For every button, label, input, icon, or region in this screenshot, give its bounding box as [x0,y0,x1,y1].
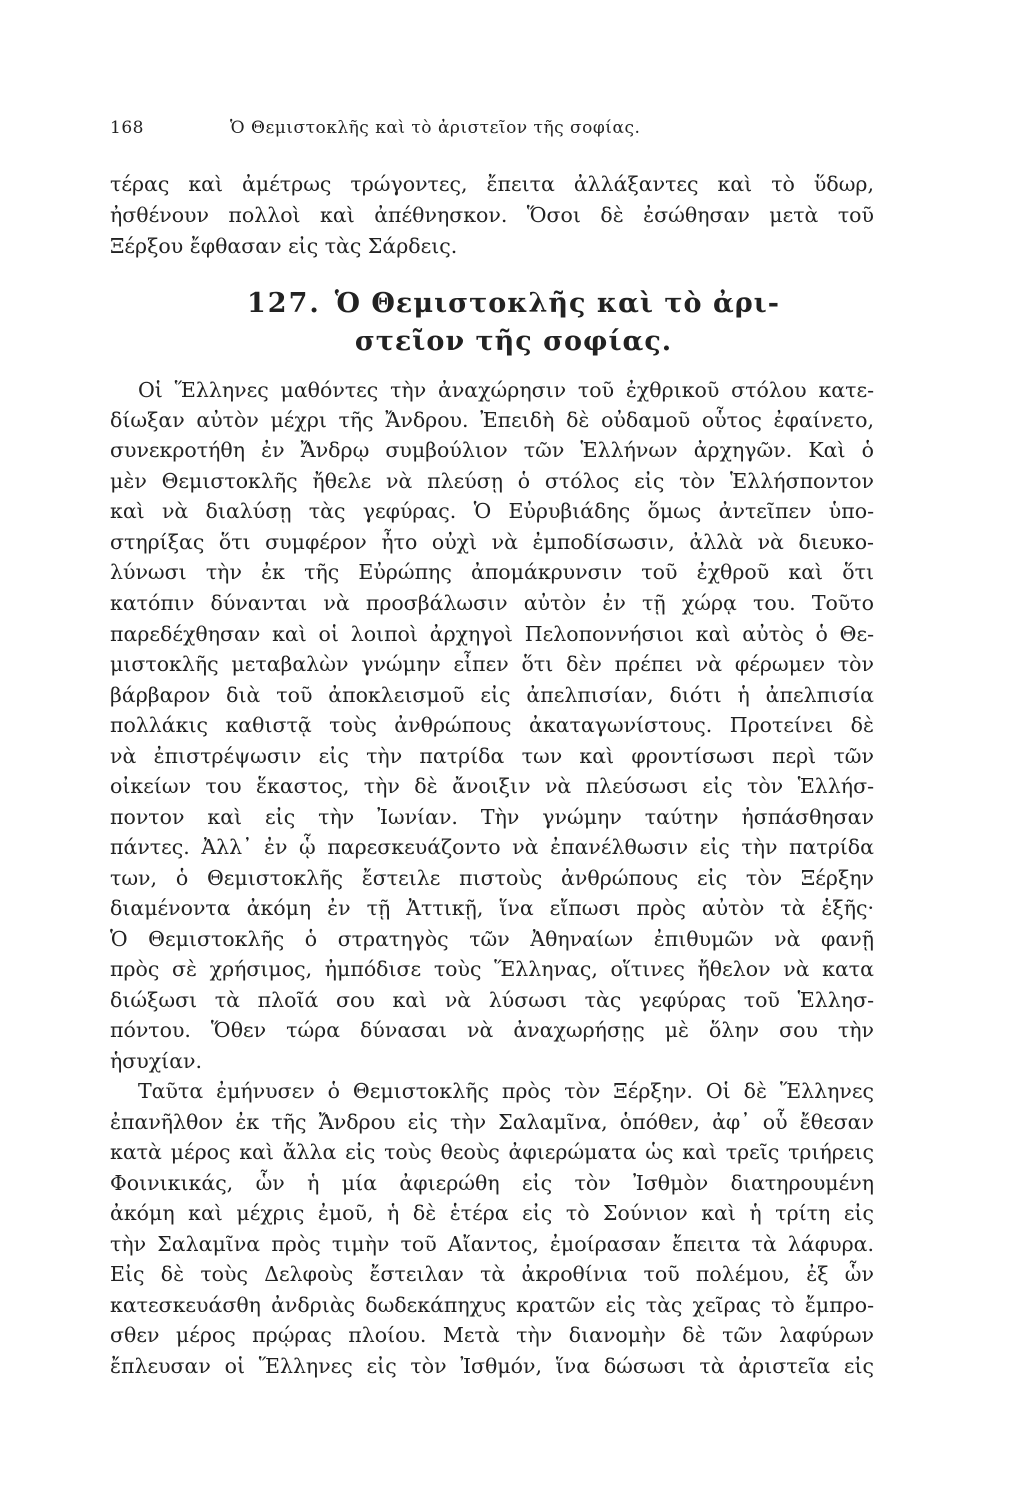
text-line: στηρίξας ὅτι συμφέρον ἦτο οὐχὶ νὰ ἐμποδίσωσιν, ἀλλὰ νὰ διευκο- [110,530,874,554]
text-line: ἐπανῆλθον ἐκ τῆς Ἄνδρου εἰς τὴν Σαλαμῖνα, ὁπόθεν, ἀφ᾽ οὗ ἔθεσαν [110,1110,874,1134]
text-line: πάντες. Ἀλλ᾽ ἐν ᾧ παρεσκευάζοντο νὰ ἐπανέλθωσιν εἰς τὴν πατρίδα [110,835,874,859]
text-line: λύνωσι τὴν ἐκ τῆς Εὐρώπης ἀπομάκρυνσιν τοῦ ἐχθροῦ καὶ ὅτι [110,560,874,584]
text-line: καὶ νὰ διαλύσῃ τὰς γεφύρας. Ὁ Εὐρυβιάδης ὅμως ἀντεῖπεν ὑπο- [110,499,874,523]
text-line: πρὸς σὲ χρήσιμος, ἠμπόδισε τοὺς Ἕλληνας, οἵτινες ἤθελον νὰ κατα [110,957,874,981]
section-title-line-1: Ὁ Θεμιστοκλῆς καὶ τὸ ἀρι- [334,288,780,319]
text-line: πολλάκις καθιστᾷ τοὺς ἀνθρώπους ἀκαταγωνίστους. Προτείνει δὲ [110,713,874,737]
section-title-continued [0,326,1027,357]
text-line: κατὰ μέρος καὶ ἄλλα εἰς τοὺς θεοὺς ἀφιερώματα ὡς καὶ τρεῖς τριήρεις [110,1140,874,1164]
section-number: 127. [247,288,321,319]
text-line: Ὁ Θεμιστοκλῆς ὁ στρατηγὸς τῶν Ἀθηναίων ἐπιθυμῶν νὰ φανῇ [110,927,874,951]
text-line: των, ὁ Θεμιστοκλῆς ἔστειλε πιστοὺς ἀνθρώπους εἰς τὸν Ξέρξην [110,866,874,890]
text-line: Οἱ Ἕλληνες μαθόντες τὴν ἀναχώρησιν τοῦ ἐχθρικοῦ στόλου κατε- [138,378,874,402]
text-line: πόντου. Ὅθεν τώρα δύνασαι νὰ ἀναχωρήσῃς μὲ ὅλην σου τὴν [110,1018,874,1042]
text-line: διαμένοντα ἀκόμη ἐν τῇ Ἀττικῇ, ἵνα εἴπωσι πρὸς αὐτὸν τὰ ἑξῆς· [110,896,874,920]
text-line: δίωξαν αὐτὸν μέχρι τῆς Ἄνδρου. Ἐπειδὴ δὲ οὐδαμοῦ οὗτος ἐφαίνετο, [110,408,874,432]
text-line: κατεσκευάσθη ἀνδριὰς δωδεκάπηχυς κρατῶν εἰς τὰς χεῖρας τὸ ἔμπρο- [110,1293,874,1317]
text-line: ἠσθένουν πολλοὶ καὶ ἀπέθνησκον. Ὅσοι δὲ ἐσώθησαν μετὰ τοῦ [110,203,874,227]
text-line: Ταῦτα ἐμήνυσεν ὁ Θεμιστοκλῆς πρὸς τὸν Ξέρξην. Οἱ δὲ Ἕλληνες [138,1079,874,1103]
text-line: κατόπιν δύνανται νὰ προσβάλωσιν αὐτὸν ἐν τῇ χώρᾳ του. Τοῦτο [110,591,874,615]
text-line: βάρβαρον διὰ τοῦ ἀποκλεισμοῦ εἰς ἀπελπισίαν, διότι ἡ ἀπελπισία [110,683,874,707]
text-line: παρεδέχθησαν καὶ οἱ λοιποὶ ἀρχηγοὶ Πελοποννήσιοι καὶ αὐτὸς ὁ Θε- [110,622,874,646]
page-number: 168 [110,118,144,138]
page-header [110,118,910,138]
text-line: οἰκείων του ἕκαστος, τὴν δὲ ἄνοιξιν νὰ πλεύσωσι εἰς τὸν Ἑλλήσ- [110,774,874,798]
text-line: ἀκόμη καὶ μέχρις ἐμοῦ, ἡ δὲ ἑτέρα εἰς τὸ Σούνιον καὶ ἡ τρίτη εἰς [110,1201,874,1225]
text-line: Ξέρξου ἔφθασαν εἰς τὰς Σάρδεις. [110,234,458,258]
text-line: σθεν μέρος πρῴρας πλοίου. Μετὰ τὴν διανομὴν δὲ τῶν λαφύρων [110,1323,874,1347]
text-line: ἔπλευσαν οἱ Ἕλληνες εἰς τὸν Ἰσθμόν, ἵνα δώσωσι τὰ ἀριστεῖα εἰς [110,1354,874,1378]
text-line: διώξωσι τὰ πλοῖά σου καὶ νὰ λύσωσι τὰς γεφύρας τοῦ Ἑλλησ- [110,988,874,1012]
text-line: τέρας καὶ ἀμέτρως τρώγοντες, ἔπειτα ἀλλάξαντες καὶ τὸ ὕδωρ, [110,172,874,196]
section-title [0,288,1027,319]
text-line: Εἰς δὲ τοὺς Δελφοὺς ἔστειλαν τὰ ἀκροθίνια τοῦ πολέμου, ἐξ ὧν [110,1262,874,1286]
text-line: μὲν Θεμιστοκλῆς ἤθελε νὰ πλεύσῃ ὁ στόλος εἰς τὸν Ἑλλήσποντον [110,469,874,493]
text-line: ἡσυχίαν. [110,1049,203,1073]
text-line: νὰ ἐπιστρέψωσιν εἰς τὴν πατρίδα των καὶ φροντίσωσι περὶ τῶν [110,744,874,768]
text-line: τὴν Σαλαμῖνα πρὸς τιμὴν τοῦ Αἴαντος, ἐμοίρασαν ἔπειτα τὰ λάφυρα. [110,1232,874,1256]
text-line: ποντον καὶ εἰς τὴν Ἰωνίαν. Τὴν γνώμην ταύτην ἠσπάσθησαν [110,805,874,829]
section-title-line-2: στεῖον τῆς σοφίας. [354,326,673,357]
text-line: μιστοκλῆς μεταβαλὼν γνώμην εἶπεν ὅτι δὲν πρέπει νὰ φέρωμεν τὸν [110,652,874,676]
running-title: Ὁ Θεμιστοκλῆς καὶ τὸ ἀριστεῖον τῆς σοφίας. [230,118,641,138]
text-line: συνεκροτήθη ἐν Ἄνδρῳ συμβούλιον τῶν Ἑλλήνων ἀρχηγῶν. Καὶ ὁ [110,438,874,462]
text-line: Φοινικικάς, ὧν ἡ μία ἀφιερώθη εἰς τὸν Ἰσθμὸν διατηρουμένη [110,1171,874,1195]
